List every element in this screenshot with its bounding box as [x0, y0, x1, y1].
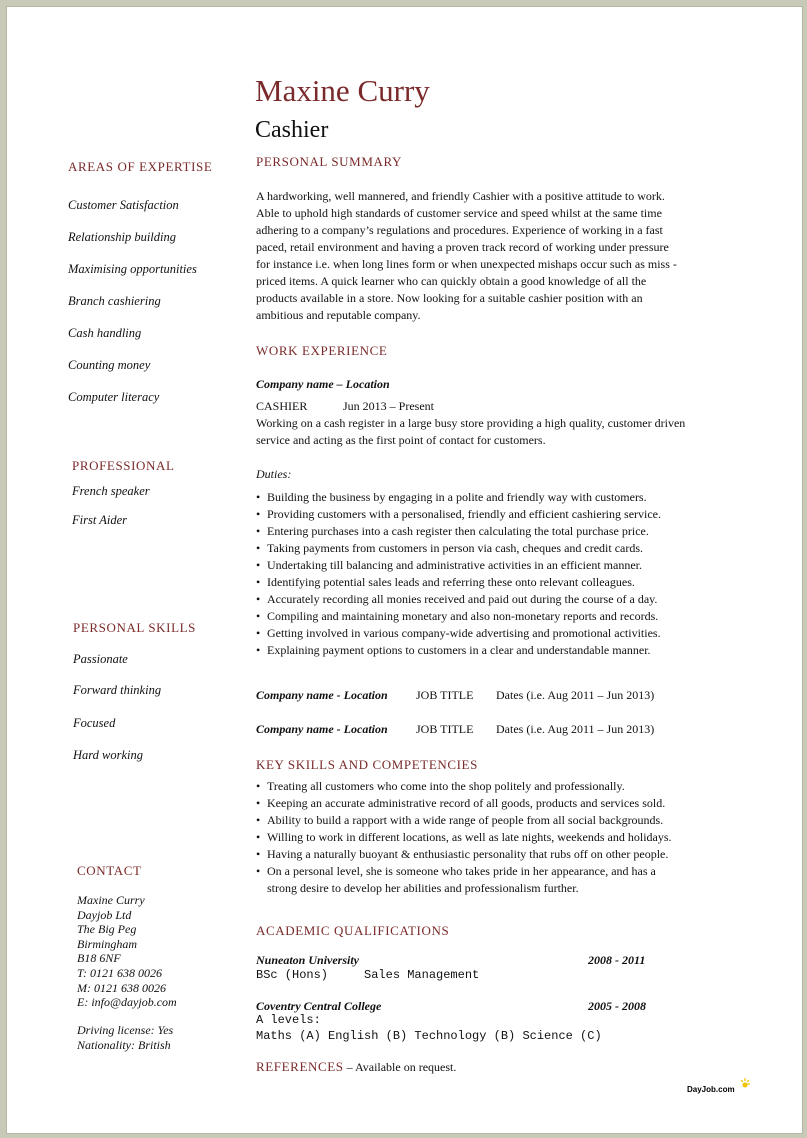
duty-item: • Explaining payment options to customers in a clear and understandable manner. — [256, 642, 661, 659]
current-dates: Jun 2013 – Present — [343, 399, 434, 413]
nationality: Nationality: British — [77, 1037, 171, 1052]
expertise-item: Cash handling — [68, 326, 142, 340]
candidate-name: Maxine Curry — [255, 73, 430, 108]
prev-dates: Dates (i.e. Aug 2011 – Jun 2013) — [496, 688, 655, 702]
alevels-grades: Maths (A) English (B) Technology (B) Science (C) — [256, 1029, 602, 1043]
university-dates: 2008 - 2011 — [588, 953, 646, 967]
summary-line: paced, retail environment and having a proven track record of working under pressure — [256, 240, 669, 254]
company-location: Company name – Location — [256, 377, 390, 391]
duties-label: Duties: — [256, 467, 292, 481]
skill-item: Hard working — [73, 748, 144, 762]
key-skills-list — [256, 778, 672, 880]
logo-text: DayJob.com — [687, 1085, 735, 1094]
references-text: – Available on request. — [343, 1060, 457, 1074]
college-dates: 2005 - 2008 — [588, 999, 646, 1013]
contact-postcode: B18 6NF — [77, 951, 121, 966]
resume-page — [6, 6, 803, 1134]
duty-item: • Entering purchases into a cash register then calculating the total purchase price. — [256, 523, 661, 540]
summary-line: products available in a store. Now looking for a suitable cashier position with an — [256, 291, 643, 305]
prev-title: JOB TITLE — [416, 688, 474, 702]
expertise-item: Computer literacy — [68, 390, 160, 404]
dayjob-logo — [687, 1076, 751, 1101]
skills-heading: PERSONAL SKILLS — [73, 620, 197, 635]
prev-title: JOB TITLE — [416, 722, 474, 736]
key-skill-item: • On a personal level, she is someone who takes pride in her appearance, and has a — [256, 863, 672, 880]
key-skill-item: • Having a naturally buoyant & enthusiastic personality that rubs off on other people. — [256, 846, 672, 863]
sun-icon — [687, 1076, 751, 1096]
skill-item: Passionate — [73, 652, 128, 666]
expertise-heading: AREAS OF EXPERTISE — [68, 159, 213, 174]
expertise-item: Relationship building — [68, 230, 176, 244]
job-title: Cashier — [255, 117, 329, 143]
summary-line: adhering to a company’s regulations and procedures. Experience of working in a fast — [256, 223, 663, 237]
role-description: Working on a cash register in a large busy store providing a high quality, customer driven — [256, 416, 686, 430]
current-role: CASHIER — [256, 399, 308, 413]
work-heading: WORK EXPERIENCE — [256, 343, 388, 358]
duty-item: • Accurately recording all monies received and paid out during the course of a day. — [256, 591, 661, 608]
key-skill-item: • Treating all customers who come into the shop politely and professionally. — [256, 778, 672, 795]
professional-item: First Aider — [72, 513, 127, 527]
contact-name: Maxine Curry — [77, 893, 145, 907]
alevels-label: A levels: — [256, 1013, 321, 1027]
summary-line: ambitious and reputable company. — [256, 308, 421, 322]
skill-item: Focused — [73, 716, 116, 730]
key-skill-continuation: strong desire to develop her abilities and professionalism further. — [267, 881, 579, 895]
key-skills-heading: KEY SKILLS AND COMPETENCIES — [256, 757, 478, 772]
expertise-item: Maximising opportunities — [68, 262, 197, 276]
expertise-item: Customer Satisfaction — [68, 198, 179, 212]
contact-city: Birmingham — [77, 936, 137, 951]
university-name: Nuneaton University — [256, 953, 360, 967]
prev-dates: Dates (i.e. Aug 2011 – Jun 2013) — [496, 722, 655, 736]
duty-item: • Building the business by engaging in a polite and friendly way with customers. — [256, 489, 661, 506]
role-description: service and acting as the first point of contact for customers. — [256, 433, 546, 447]
summary-heading: PERSONAL SUMMARY — [256, 154, 403, 169]
professional-item: French speaker — [72, 484, 150, 498]
prev-company: Company name - Location — [256, 722, 388, 736]
contact-email[interactable]: E: info@dayjob.com — [77, 995, 177, 1010]
duty-item: • Identifying potential sales leads and referring these onto relevant colleagues. — [256, 574, 661, 591]
contact-extra — [77, 1023, 173, 1052]
duty-item: • Taking payments from customers in person via cash, cheques and credit cards. — [256, 540, 661, 557]
academic-heading: ACADEMIC QUALIFICATIONS — [256, 923, 450, 938]
college-name: Coventry Central College — [256, 999, 382, 1013]
summary-line: priced items. A quick learner who can quickly obtain a good knowledge of all the — [256, 274, 647, 288]
professional-heading: PROFESSIONAL — [72, 458, 175, 473]
key-skill-item: • Ability to build a rapport with a wide range of people from all social backgrounds. — [256, 812, 672, 829]
summary-line: for instance i.e. when long lines form or when unexpected mishaps occur such as miss - — [256, 257, 677, 271]
duty-item: • Providing customers with a personalised, friendly and efficient cashiering service. — [256, 506, 661, 523]
contact-mobile: M: 0121 638 0026 — [77, 980, 166, 995]
contact-phone: T: 0121 638 0026 — [77, 965, 163, 980]
summary-text — [256, 188, 677, 324]
contact-address: The Big Peg — [77, 922, 137, 937]
references-heading: REFERENCES — [256, 1059, 344, 1074]
contact-block — [77, 893, 177, 1010]
duty-item: • Compiling and maintaining monetary and also non-monetary reports and records. — [256, 608, 661, 625]
key-skill-item: • Willing to work in different locations, as well as late nights, weekends and holidays. — [256, 829, 672, 846]
key-skill-item: • Keeping an accurate administrative record of all goods, products and services sold. — [256, 795, 672, 812]
references-row — [256, 1058, 456, 1076]
university-degree: BSc (Hons) Sales Management — [256, 968, 480, 982]
duty-item: • Undertaking till balancing and administrative activities in an efficient manner. — [256, 557, 661, 574]
summary-line: A hardworking, well mannered, and friendly Cashier with a positive attitude to work. — [256, 189, 665, 203]
expertise-item: Counting money — [68, 358, 151, 372]
driving-license: Driving license: Yes — [77, 1023, 174, 1037]
summary-line: Able to uphold high standards of customer service and speed whilst at the same time — [256, 206, 662, 220]
contact-company: Dayjob Ltd — [77, 907, 132, 922]
expertise-item: Branch cashiering — [68, 294, 161, 308]
contact-heading: CONTACT — [77, 863, 142, 878]
duties-list — [256, 489, 661, 659]
duty-item: • Getting involved in various company-wide advertising and promotional activities. — [256, 625, 661, 642]
skill-item: Forward thinking — [73, 683, 162, 697]
prev-company: Company name - Location — [256, 688, 388, 702]
